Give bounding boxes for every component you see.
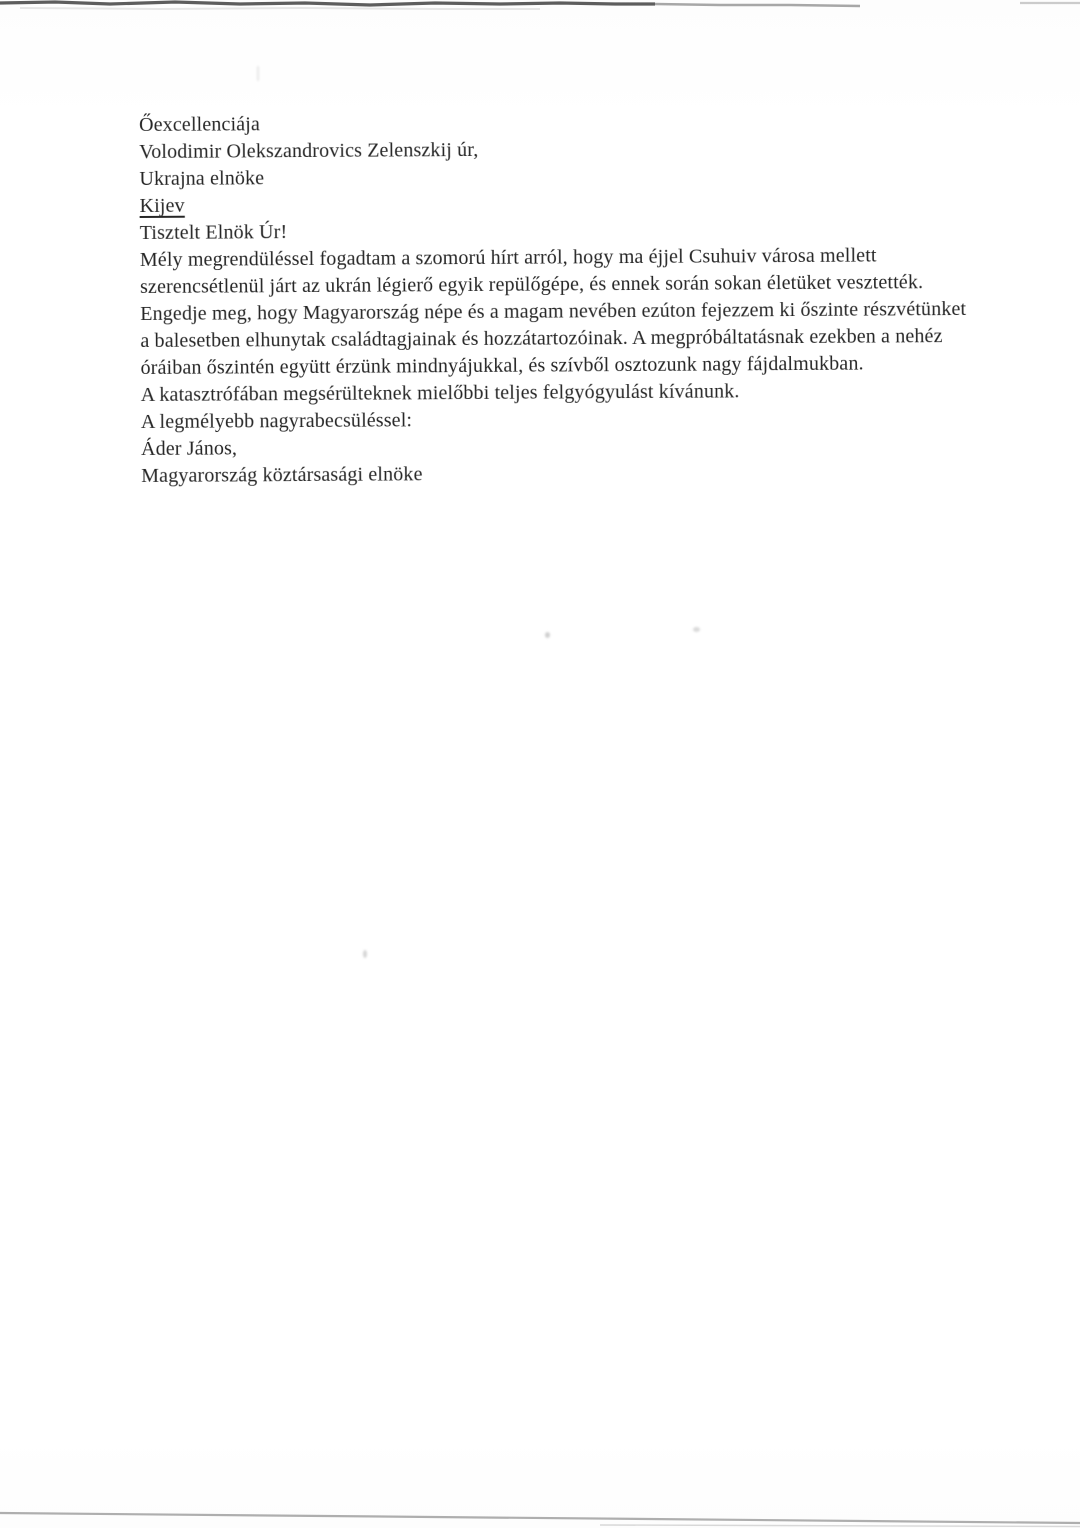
scan-edge-dark-line (0, 2, 655, 5)
scan-speck (363, 950, 367, 958)
scan-edge-shadow-line (20, 8, 540, 9)
paragraph-condolence-news: Mély megrendüléssel fogadtam a szomorú hírt arról, hogy ma éjjel Csuhuiv városa mellett szerencsétlenül járt az ukrán légierő egyik repülőgépe, és ennek során sokan életüket vesztették. (139, 244, 924, 298)
scan-edge-artifact-top (0, 0, 1080, 14)
closing-phrase: A legmélyebb nagyrabecsüléssel: (140, 409, 413, 433)
page-edge-line (0, 1513, 1080, 1523)
page-edge-artifact-bottom (0, 1506, 1080, 1528)
scan-edge-mid-line (655, 4, 860, 6)
salutation: Tisztelt Elnök Úr! (139, 221, 288, 244)
signature-name: Áder János, (140, 437, 238, 460)
paragraph-recovery-wish: A katasztrófában megsérülteknek mielőbbi teljes felgyógyulást kívánunk. (140, 380, 740, 406)
paragraph-sympathy: Engedje meg, hogy Magyarország népe és a magam nevében ezúton fejezzem ki őszinte részvétünket a balesetben elhunytak családtagjainak és hozzátartozóinak. A megpróbáltatásnak ezekben a nehéz óráiban őszintén együtt érzünk mindnyájukkal, és szívből osztozunk nagy fájdalmukban. (140, 297, 967, 379)
letter-city: Kijev (139, 194, 185, 217)
recipient-honorific: Őexcellenciája (139, 113, 261, 136)
recipient-name: Volodimir Olekszandrovics Zelenszkij úr, (139, 138, 479, 163)
letter-content (139, 107, 973, 490)
scan-speck (545, 632, 550, 638)
recipient-title: Ukrajna elnöke (139, 167, 265, 190)
page-edge-faint-line (600, 1525, 1080, 1527)
signature-title: Magyarország köztársasági elnöke (141, 463, 423, 487)
scan-speck (693, 627, 700, 632)
scan-speck (257, 66, 259, 81)
